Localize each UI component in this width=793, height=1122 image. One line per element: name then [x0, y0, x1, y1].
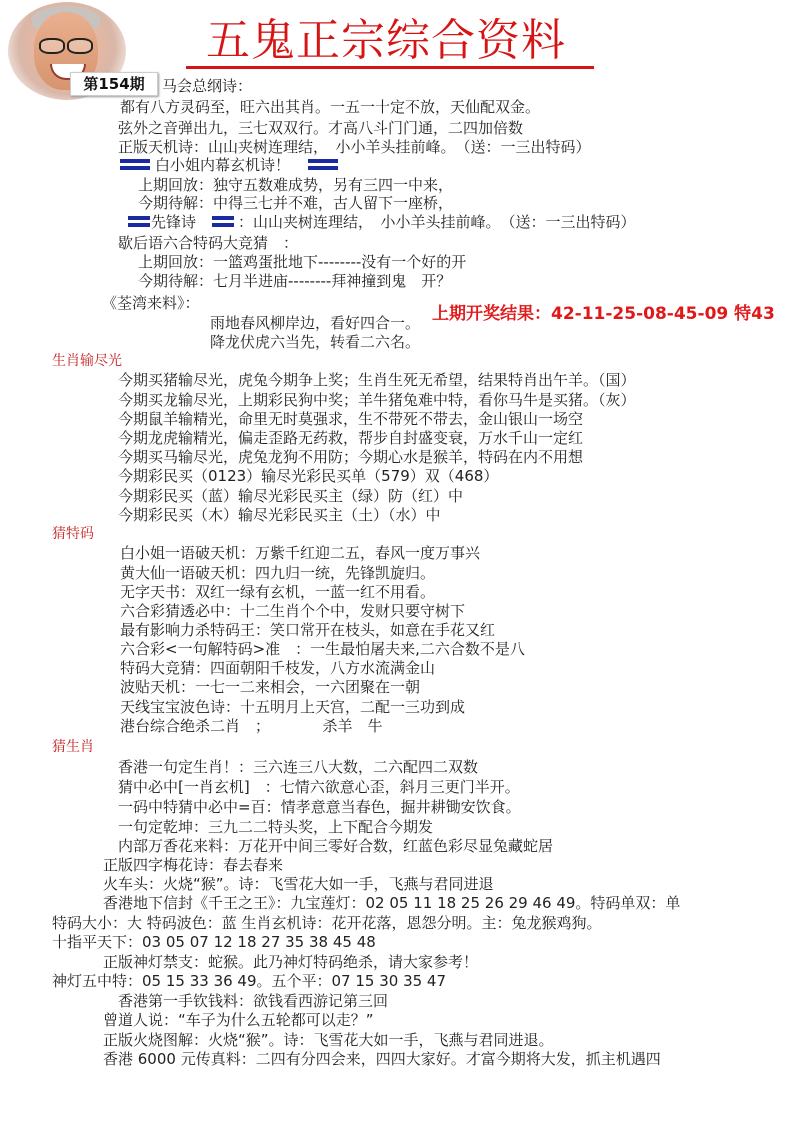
text-line: ：山山夹树连理结， 小小羊头挂前峰。 （送：一三出特码）: [238, 213, 636, 231]
text-line: 今期彩民买（蓝）输尽光彩民买主（绿）防（红）中: [118, 487, 464, 505]
text-line: 火车头：火烧“猴”。诗：飞雪花大如一手，飞燕与君同进退: [103, 875, 494, 893]
double-bar-icon: [212, 223, 234, 227]
section-heading: 猜生肖: [52, 739, 94, 755]
text-line: 港台综合绝杀二肖 ； 杀羊 牛: [120, 717, 383, 735]
text-line: 正版火烧图解：火烧“猴”。诗：飞雪花大如一手，飞燕与君同进退。: [103, 1031, 554, 1049]
text-line: 弦外之音弹出九，三七双双行。才高八斗门门通，二四加倍数: [118, 119, 524, 137]
text-line: 波贴天机：一七一二来相会，一六团聚在一朝: [120, 678, 421, 696]
text-line: 马会总纲诗：: [162, 77, 253, 95]
text-line: 降龙伏虎六当先，转看二六名。: [210, 333, 421, 351]
text-line: 无字天书：双红一绿有玄机，一蓝一红不用看。: [120, 583, 436, 601]
text-line: 特码大竞猜：四面朝阳千枝发，八方水流满金山: [120, 659, 436, 677]
text-line: 香港一句定生肖！：三六连三八大数，二六配四二双数: [118, 758, 479, 776]
text-line: 六合彩<一句解特码>准 ：一生最怕屠夫来,二六合数不是八: [120, 640, 525, 658]
double-bar-icon: [308, 159, 338, 163]
text-line: 黄大仙一语破天机：四九归一统，先锋凯旋归。: [120, 564, 436, 582]
text-line: 正版四字梅花诗：春去春来: [103, 856, 284, 874]
text-line: 都有八方灵码至，旺六出其肖。一五一十定不放，天仙配双金。: [120, 98, 541, 116]
text-line: 十指平天下：03 05 07 12 18 27 35 38 45 48: [52, 933, 376, 951]
text-line: 今期彩民买（0123）输尽光彩民买单（579）双（468）: [118, 467, 499, 485]
double-bar-icon: [120, 166, 150, 170]
page-title: 五鬼正宗综合资料: [206, 15, 566, 66]
text-line: 香港第一手钦钱料：欲钱看西游记第三回: [118, 992, 389, 1010]
text-line: 一句定乾坤：三九二二特头奖，上下配合今期发: [118, 818, 434, 836]
text-line: 香港地下信封《千王之王》：九宝莲灯：02 05 11 18 25 26 29 46 49。特码单双：单: [103, 894, 681, 912]
text-line: 天线宝宝波色诗：十五明月上天宫，二配一三功到成: [120, 698, 466, 716]
text-line: 今期待解：七月半进庙--------拜神撞到鬼 开？: [138, 272, 452, 290]
text-line: 上期回放：独守五数难成势，另有三四一中来，: [138, 176, 454, 194]
title-underline: [186, 66, 594, 69]
text-line: 正版神灯禁支：蛇猴。此乃神灯特码绝杀，请大家参考！: [103, 953, 479, 971]
text-line: 上期回放：一篮鸡蛋批地下--------没有一个好的开: [138, 253, 467, 271]
text-line: 先锋诗: [151, 213, 197, 231]
double-bar-icon: [128, 216, 150, 220]
section-heading: 猜特码: [52, 526, 94, 542]
text-line: 今期买马输尽光，虎兔龙狗不用防；今期心水是猴羊，特码在内不用想: [118, 448, 584, 466]
text-line: 神灯五中特：05 15 33 36 49。五个平：07 15 30 35 47: [52, 972, 447, 990]
text-line: 一码中特猜中必中=百：情孝意意当春色，掘井耕锄安饮食。: [118, 798, 521, 816]
text-line: 最有影响力杀特码王：笑口常开在枝头，如意在手花又红: [120, 621, 496, 639]
text-line: 内部万香花来料：万花开中间三零好合数，红蓝色彩尽显兔藏蛇居: [118, 837, 554, 855]
text-line: 今期买龙输尽光，上期彩民狗中奖；羊牛猪兔难中特，看你马牛是买猪。（灰）: [118, 391, 636, 409]
text-line: 今期待解：中得三七并不难，古人留下一座桥，: [138, 194, 454, 212]
text-line: 今期龙虎输精光，偏走歪路无药救，帮步自封盛变衰，万水千山一定红: [118, 429, 584, 447]
text-line: 《荃湾来料》：: [102, 294, 200, 312]
text-line: 今期买猪输尽光，虎兔今期争上奖；生肖生死无希望，结果特肖出午羊。（国）: [118, 371, 636, 389]
text-line: 特码大小：大 特码波色：蓝 生肖玄机诗：花开花落，恩怨分明。主：兔龙猴鸡狗。: [52, 914, 602, 932]
section-heading: 生肖输尽光: [52, 353, 122, 369]
issue-number-badge: 第154期: [70, 72, 158, 96]
text-line: 白小姐内幕玄机诗！: [155, 156, 291, 174]
double-bar-icon: [212, 216, 234, 220]
double-bar-icon: [308, 166, 338, 170]
text-line: 曾道人说：“车子为什么五轮都可以走？”: [103, 1011, 374, 1029]
text-line: 歇后语六合特码大竞猜 ：: [118, 234, 299, 252]
text-line: 正版天机诗：山山夹树连理结， 小小羊头挂前峰。 （送：一三出特码）: [118, 138, 591, 156]
previous-result: 上期开奖结果：42-11-25-08-45-09 特43: [432, 304, 775, 324]
text-line: 猜中必中[一肖玄机] ：七情六欲意心歪，斜月三更门半开。: [118, 778, 520, 796]
text-line: 雨地春风柳岸边，看好四合一。: [210, 314, 421, 332]
text-line: 今期彩民买（木）输尽光彩民买主（土）（水）中: [118, 506, 441, 524]
text-line: 白小姐一语破天机：万紫千红迎二五，春风一度万事兴: [120, 544, 481, 562]
text-line: 香港 6000 元传真料：二四有分四会来，四四大家好。才富今期将大发，抓主机遇四: [103, 1050, 661, 1068]
double-bar-icon: [120, 159, 150, 163]
double-bar-icon: [128, 223, 150, 227]
text-line: 六合彩猜透必中：十二生肖个个中，发财只要守树下: [120, 602, 466, 620]
text-line: 今期鼠羊输精光，命里无时莫强求，生不带死不带去，金山银山一场空: [118, 410, 584, 428]
